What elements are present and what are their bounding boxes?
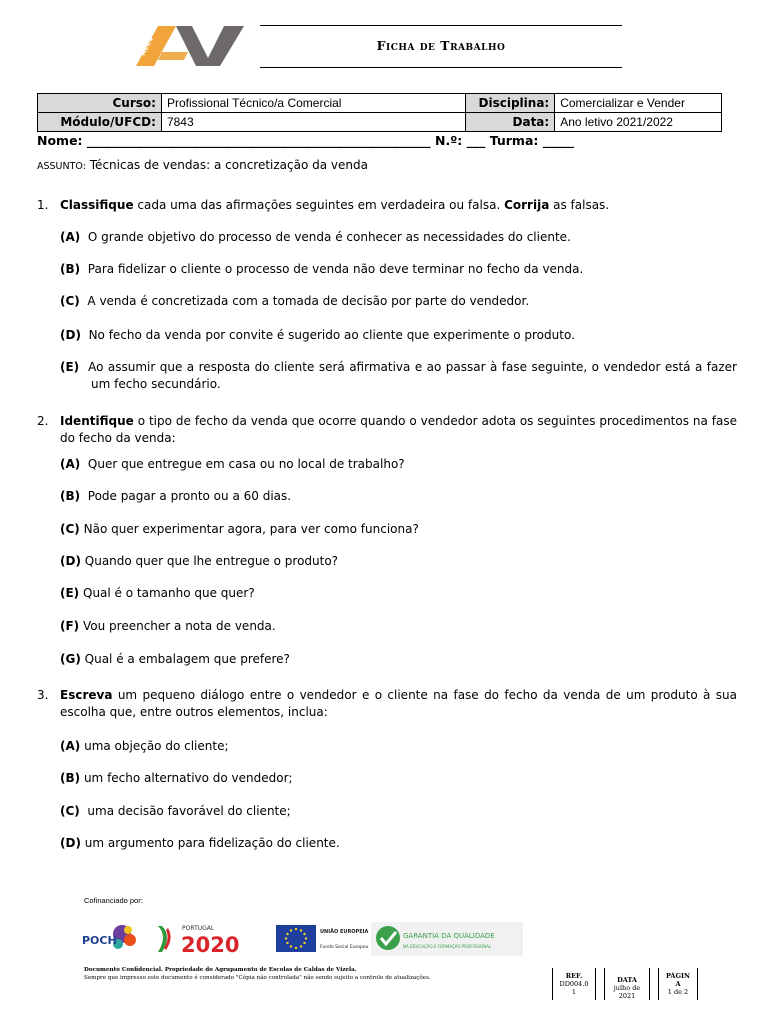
eu-flag-logo	[276, 925, 369, 952]
poch-logo-text: POCH	[82, 934, 117, 947]
q2-option-f-text: Vou preencher a nota de venda.	[83, 619, 276, 633]
q3-option-b-text: um fecho alternativo do vendedor;	[83, 771, 293, 785]
q1-option-e	[60, 359, 737, 393]
q3-option-c-text: uma decisão favorável do cliente;	[83, 804, 291, 818]
q3-option-b	[60, 770, 737, 787]
q1-option-e-letter: (E)	[60, 360, 80, 374]
q2-option-a-text: Quer que entregue em casa ou no local de trabalho?	[87, 457, 405, 471]
q3-option-a	[60, 738, 737, 755]
q1-option-b-text: Para fidelizar o cliente o processo de venda não deve terminar no fecho da venda.	[87, 262, 584, 276]
quality-sub-text: NA EDUCAÇÃO E FORMAÇÃO PROFISSIONAL	[403, 944, 492, 949]
date-box	[604, 968, 650, 1000]
q1-option-e-text: Ao assumir que a resposta do cliente será afirmativa e ao passar à fase seguinte, o vendedor está a fazer um fecho secundário.	[88, 360, 737, 391]
q2-option-b-text: Pode pagar a pronto ou a 60 dias.	[87, 489, 292, 503]
q2-option-e	[60, 585, 737, 602]
q2-option-c-letter: (C)	[60, 522, 80, 536]
question-2-stem	[60, 413, 737, 447]
question-2-verb: Identifique	[60, 414, 134, 428]
q1-option-c	[60, 293, 737, 310]
q1-option-c-letter: (C)	[60, 294, 80, 308]
q3-option-d-letter: (D)	[60, 836, 81, 850]
q2-option-d-text: Quando quer que lhe entregue o produto?	[84, 554, 339, 568]
poch-logo	[82, 925, 136, 949]
q1-option-d-letter: (D)	[60, 328, 81, 342]
subject-line	[37, 158, 368, 172]
q2-option-d	[60, 553, 737, 570]
question-1-stem	[60, 197, 737, 214]
cofinanced-label: Cofinanciado por:	[84, 896, 143, 905]
curso-value: Profissional Técnico/a Comercial	[161, 94, 465, 113]
page-label-2: A	[675, 980, 681, 988]
portugal-logo-text: PORTUGAL	[182, 925, 215, 932]
question-2-number: 2.	[37, 414, 49, 428]
question-1-text: cada uma das afirmações seguintes em verdadeira ou falsa.	[133, 198, 505, 212]
q3-option-d	[60, 835, 737, 852]
q2-option-g-text: Qual é a embalagem que prefere?	[84, 652, 290, 666]
q1-option-d-text: No fecho da venda por convite é sugerido ao cliente que experimente o produto.	[88, 328, 575, 342]
funding-logos	[82, 918, 532, 958]
legal-line-2: Sempre que impresso este documento é considerado "Cópia não controlada" não sendo sujeito a controlo de atualizações.	[84, 975, 431, 981]
modulo-label: Módulo/UFCD:	[38, 113, 162, 132]
question-3-verb: Escreva	[60, 688, 113, 702]
q3-option-c	[60, 803, 737, 820]
q3-option-d-text: um argumento para fidelização do cliente.	[84, 836, 340, 850]
q2-option-e-letter: (E)	[60, 586, 80, 600]
question-2-text: o tipo de fecho da venda que ocorre quando o vendedor adota os seguintes procedimentos na fase do fecho da venda:	[60, 414, 737, 445]
q2-option-f-letter: (F)	[60, 619, 80, 633]
question-3-stem	[60, 687, 737, 721]
q1-option-b	[60, 261, 737, 278]
q2-option-a	[60, 456, 737, 473]
disciplina-label: Disciplina:	[466, 94, 555, 113]
q2-option-d-letter: (D)	[60, 554, 81, 568]
ref-value: DD004.0	[559, 980, 589, 988]
q1-option-b-letter: (B)	[60, 262, 81, 276]
q2-option-a-letter: (A)	[60, 457, 81, 471]
q1-option-c-text: A venda é concretizada com a tomada de decisão por parte do vendedor.	[87, 294, 530, 308]
q1-option-a-letter: (A)	[60, 230, 81, 244]
page-value: 1 de 2	[667, 988, 689, 996]
question-1	[37, 197, 737, 214]
data-value: Ano letivo 2021/2022	[555, 113, 722, 132]
modulo-value: 7843	[161, 113, 465, 132]
subject-text: Técnicas de vendas: a concretização da venda	[89, 158, 368, 172]
data-label: Data:	[466, 113, 555, 132]
legal-notice	[84, 966, 431, 982]
q2-option-e-text: Qual é o tamanho que quer?	[83, 586, 255, 600]
ref-box	[552, 968, 596, 1000]
ref-label: REF.	[565, 972, 583, 980]
question-3-text: um pequeno diálogo entre o vendedor e o cliente na fase do fecho da venda de um produto à sua escolha que, entre outros elementos, inclua:	[60, 688, 737, 719]
quality-guarantee-logo	[371, 922, 523, 956]
question-3-number: 3.	[37, 688, 49, 702]
date-value: julho de 2021	[613, 984, 641, 1000]
q3-option-b-letter: (B)	[60, 771, 81, 785]
question-3	[37, 687, 737, 721]
title-bottom-rule	[260, 67, 622, 68]
ref-value-2: 1	[571, 988, 577, 996]
date-label: DATA	[617, 976, 637, 984]
q2-option-c	[60, 521, 737, 538]
page-label: PÁGIN	[666, 972, 690, 980]
q3-option-a-text: uma objeção do cliente;	[84, 739, 229, 753]
question-2	[37, 413, 737, 447]
q2-option-f	[60, 618, 737, 635]
quality-title-text: GARANTIA DA QUALIDADE	[403, 932, 495, 940]
document-title: Ficha de Trabalho	[376, 38, 506, 53]
curso-label: Curso:	[38, 94, 162, 113]
aecv-logo	[132, 22, 248, 68]
subject-label: ASSUNTO:	[37, 161, 86, 172]
aecv-logo-text: AECV	[138, 34, 156, 57]
q1-option-a-text: O grande objetivo do processo de venda é conhecer as necessidades do cliente.	[87, 230, 571, 244]
eu-sub-text: Fundo Social Europeu	[320, 945, 369, 950]
q3-option-a-letter: (A)	[60, 739, 81, 753]
q2-option-c-text: Não quer experimentar agora, para ver como funciona?	[83, 522, 419, 536]
q2-option-b-letter: (B)	[60, 489, 81, 503]
eu-title-text: UNIÃO EUROPEIA	[320, 929, 369, 935]
q2-option-g	[60, 651, 737, 668]
q2-option-b	[60, 488, 737, 505]
q1-option-a	[60, 229, 737, 246]
legal-line-1: Documento Confidencial. Propriedade do Agrupamento de Escolas de Caldas de Vizela.	[84, 967, 357, 973]
question-1-number: 1.	[37, 198, 49, 212]
question-1-text-2: as falsas.	[549, 198, 610, 212]
disciplina-value: Comercializar e Vender	[555, 94, 722, 113]
q3-option-c-letter: (C)	[60, 804, 80, 818]
question-1-verb-2: Corrija	[504, 198, 550, 212]
title-top-rule	[260, 25, 622, 26]
p2020-logo-text: 2020	[181, 933, 240, 957]
course-info-table	[37, 93, 722, 132]
question-1-verb: Classifique	[60, 198, 134, 212]
q2-option-g-letter: (G)	[60, 652, 81, 666]
portugal-2020-logo	[158, 925, 239, 957]
q1-option-d	[60, 327, 737, 344]
student-name-line: Nome: _______________________________________________________ N.º: ___ Turma: _____	[37, 133, 574, 148]
page-box	[658, 968, 698, 1000]
